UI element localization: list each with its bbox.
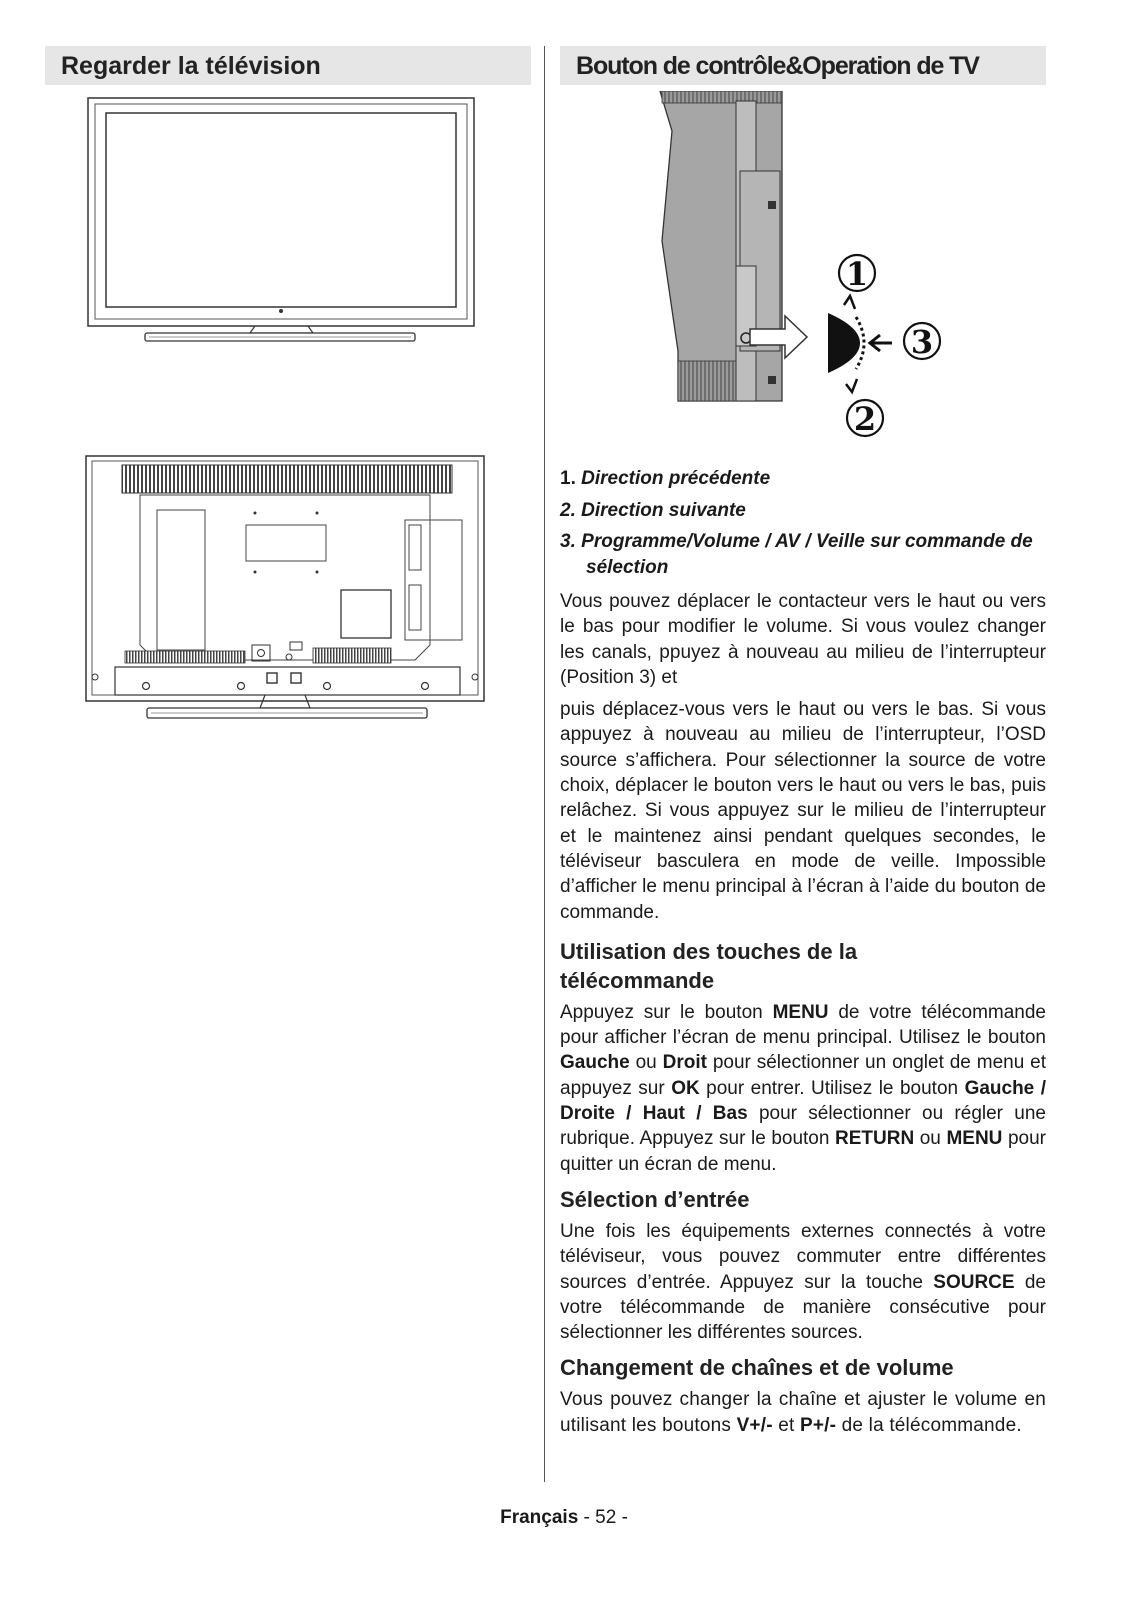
tv-rear-illustration — [45, 455, 531, 735]
control-directions-list — [560, 465, 1046, 581]
channels-heading: Changement de chaînes et de volume — [560, 1355, 954, 1381]
control-paragraph-2: puis déplacez-vous vers le haut ou vers le bas. Si vous appuyez à nouveau au milieu de l’interrupteur, l’OSD source s’affichera. Pour sélectionner la source de votre choix, déplacer le bouton vers le haut ou vers le bas, puis relâchez. Si vous appuyez sur le milieu de l’interrupteur et le maintenez ainsi pendant quelques secondes, le téléviseur basculera en mode de veille. Impossible d’afficher le menu principal à l’écran à l’aide du bouton de commande. — [560, 699, 1046, 923]
list-item: 2. Direction suivante — [560, 500, 746, 521]
list-item: 3. Programme/Volume / AV / Veille sur commande de sélection — [560, 531, 1033, 578]
column-divider — [544, 46, 545, 1482]
remote-heading: Utilisation des touches de la télécommande — [560, 938, 858, 993]
section-header-watch-tv: Regarder la télévision — [45, 46, 531, 85]
callout-1: 1 — [845, 255, 869, 293]
control-paragraph-1: Vous pouvez déplacer le contacteur vers le haut ou vers le bas pour modifier le volume. Si vous voulez changer les canals, ppuyez à nouveau au milieu de l’interrupteur (Position 3) et — [560, 591, 1046, 688]
channels-paragraph: Vous pouvez changer la chaîne et ajuster le volume en utilisant les boutons V+/- et P+/- de la télécommande. — [560, 1389, 1046, 1436]
section-header-control-button: Bouton de contrôle&Operation de TV — [560, 46, 1046, 85]
page-footer — [0, 1507, 1128, 1529]
input-heading: Sélection d’entrée — [560, 1186, 750, 1212]
callout-3: 3 — [910, 323, 934, 361]
control-button-illustration — [560, 91, 1046, 461]
remote-paragraph: Appuyez sur le bouton MENU de votre télécommande pour afficher l’écran de menu principal. Utilisez le bouton Gauche ou Droit pour sélectionner un onglet de menu et appuyez sur OK pour entrer. Utilisez le bouton Gauche / Droite / Haut / Bas pour sélectionner ou régler une rubrique. Appuyez sur le bouton RETURN ou MENU pour quitter un écran de menu. — [560, 1001, 1047, 1175]
left-column — [45, 46, 531, 735]
page-number: - 52 - — [578, 1507, 628, 1528]
input-paragraph: Une fois les équipements externes connectés à votre téléviseur, vous pouvez commuter entre différentes sources d’entrée. Appuyez sur la touche SOURCE de votre télécommande de manière consécutive pour sélectionner les différentes sources. — [560, 1220, 1046, 1344]
right-column — [560, 46, 1046, 1438]
list-item: 1. Direction précédente — [560, 468, 771, 489]
tv-front-illustration — [45, 97, 531, 407]
callout-2: 2 — [853, 400, 877, 438]
footer-language: Français — [500, 1507, 579, 1528]
